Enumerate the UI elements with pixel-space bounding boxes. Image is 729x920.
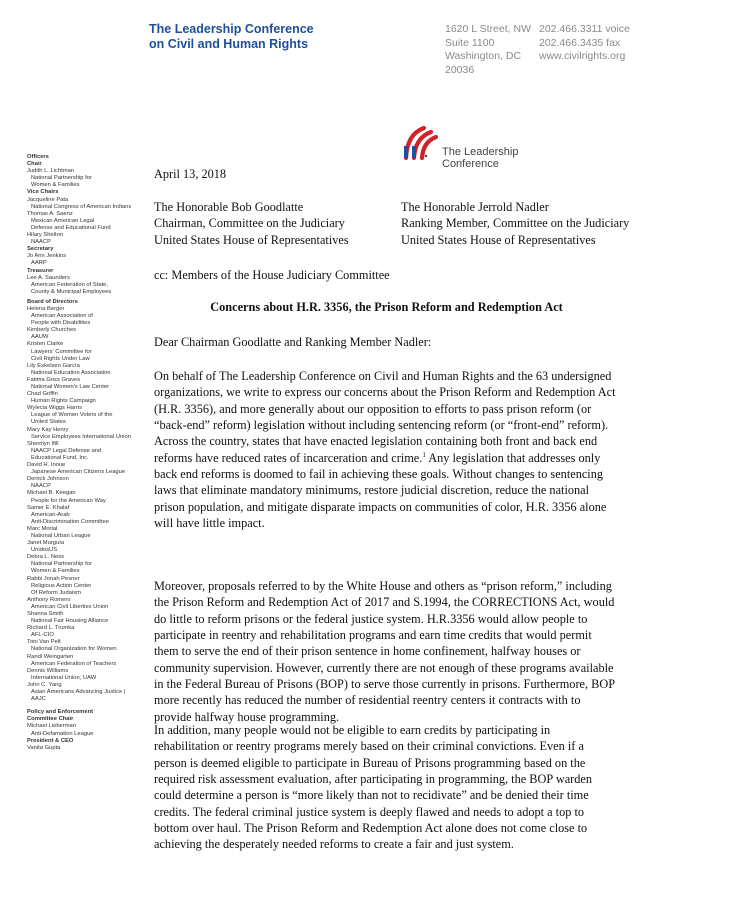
paragraph-line: back end reforms is doomed to fail in achieving these goals. Without changes to sentencing xyxy=(154,467,604,482)
paragraph-line: achieving the desperately needed reforms to create a fair and just system. xyxy=(154,837,514,852)
contact-info xyxy=(539,23,659,64)
member-name: Dennis Williams xyxy=(27,667,69,674)
address-line: 1620 L Street, NW xyxy=(445,23,531,35)
chair-list xyxy=(27,168,147,189)
vice-chair-list xyxy=(27,197,147,247)
member-name: Anthony Romero xyxy=(27,596,71,603)
member-organization: Women & Families xyxy=(31,568,80,575)
member-name: Helena Berger xyxy=(27,305,65,312)
logo-text xyxy=(442,146,518,170)
member-organization: AARP xyxy=(31,260,47,267)
member-name: Debra L. Ness xyxy=(27,554,65,561)
member-organization: Civil Rights Under Law xyxy=(31,355,90,362)
member-organization: People with Disabilities xyxy=(31,320,91,327)
member-name: Toni Van Pelt xyxy=(27,639,61,646)
member-organization: Service Employees International Union xyxy=(31,433,131,440)
member-organization: Human Rights Campaign xyxy=(31,398,96,405)
board-list xyxy=(27,306,147,703)
member-organization: American Federation of State, xyxy=(31,281,109,288)
policy-chair-heading-line2: Committee Chair xyxy=(27,716,74,723)
member-name: John C. Yang xyxy=(27,681,62,688)
logo-arches-icon xyxy=(402,124,442,172)
paragraph-1 xyxy=(154,368,624,531)
member-organization: Lawyers' Committee for xyxy=(31,348,92,355)
cc-line: cc: Members of the House Judiciary Committee xyxy=(154,268,390,282)
paragraph-line: participate in reentry and rehabilitation programs and earn time credits that would permit xyxy=(154,628,592,643)
paragraph-3 xyxy=(154,722,624,853)
member-organization: NAACP xyxy=(31,483,51,490)
member-organization: AAUW xyxy=(31,334,49,341)
officers-sidebar xyxy=(27,154,147,752)
member-organization: National Fair Housing Alliance xyxy=(31,618,109,625)
recipient-left-title: Chairman, Committee on the Judiciary xyxy=(154,216,345,231)
phone-voice: 202.466.3311 voice xyxy=(539,23,630,35)
logo-text-line2: Conference xyxy=(442,158,499,170)
member-organization: International Union, UAW xyxy=(31,674,97,681)
member-organization: Japanese American Citizens League xyxy=(31,469,126,476)
paragraph-line: “back-end” reform) legislation without including sentencing reform (or “front-end” reform). xyxy=(154,418,609,433)
paragraph-line: credits. The federal criminal justice system is deeply flawed and needs to adopt a top to xyxy=(154,804,585,819)
secretary-list xyxy=(27,253,147,267)
member-organization: National Partnership for xyxy=(31,561,92,568)
board-heading: Board of Directors xyxy=(27,298,78,305)
recipient-right-title: Ranking Member, Committee on the Judiciary xyxy=(401,216,630,231)
policy-chair-list xyxy=(27,723,147,737)
member-organization: United States xyxy=(31,419,66,426)
member-organization: National Partnership for xyxy=(31,175,92,182)
president-heading: President & CEO xyxy=(27,737,74,744)
member-organization: Anti-Discrimination Committee xyxy=(31,518,109,525)
paragraph-line-text: Any legislation that addresses only xyxy=(425,450,601,465)
member-organization: American Association of xyxy=(31,313,93,320)
member-organization: National Congress of American Indians xyxy=(31,203,132,210)
treasurer-heading: Treasurer xyxy=(27,267,54,274)
street-address xyxy=(445,23,535,77)
member-name: Derrick Johnson xyxy=(27,476,69,483)
member-organization: AAJC xyxy=(31,696,46,703)
member-name: Janet Murguía xyxy=(27,540,65,547)
member-name: Kristen Clarke xyxy=(27,341,64,348)
member-name: Shanna Smith xyxy=(27,611,64,617)
member-organization: Asian Americans Advancing Justice | xyxy=(31,689,126,696)
paragraph-line: Across the country, states that have enacted legislation containing both front and back end xyxy=(154,434,598,449)
member-name: Richard L. Trumka xyxy=(27,625,75,632)
member-organization: Religious Action Center xyxy=(31,582,92,589)
subject-line: Concerns about H.R. 3356, the Prison Reform and Redemption Act xyxy=(210,300,563,314)
address-line: 20036 xyxy=(445,63,475,76)
member-organization: League of Women Voters of the xyxy=(31,412,113,419)
paragraph-line: bottom over haul. The Prison Reform and Redemption Act alone does not come close to xyxy=(154,821,588,836)
member-organization: Defense and Educational Fund xyxy=(31,224,111,231)
chair-heading: Chair xyxy=(27,161,42,168)
member-organization: NAACP Legal Defense and xyxy=(31,447,102,454)
recipient-right xyxy=(401,199,629,248)
leadership-conference-logo xyxy=(402,124,562,172)
member-name: Rabbi Jonah Pesner xyxy=(27,575,80,582)
paragraph-line: On behalf of The Leadership Conference on Civil and Human Rights and the 63 undersigned xyxy=(154,369,612,383)
member-name: Samer E. Khalaf xyxy=(27,504,70,511)
member-name: Hilary Shelton xyxy=(27,232,64,239)
paragraph-line: laws that eliminate mandatory minimums, restore judicial discretion, reduce the national xyxy=(154,483,590,498)
paragraph-2 xyxy=(154,578,624,725)
recipient-left-body: United States House of Representatives xyxy=(154,232,349,247)
secretary-heading: Secretary xyxy=(27,246,54,253)
member-organization: Anti-Defamation League xyxy=(31,730,94,737)
member-organization: National Women's Law Center xyxy=(31,384,110,390)
member-name: Kimberly Churches xyxy=(27,327,76,334)
member-name: Jacqueline Pata xyxy=(27,196,69,203)
organization-name xyxy=(149,22,389,52)
address-line: Washington, DC xyxy=(445,50,522,62)
member-name: Chad Griffin xyxy=(27,391,58,398)
president-name: Vanita Gupta xyxy=(27,744,61,751)
org-name-line1: The Leadership Conference xyxy=(149,22,314,36)
vice-chairs-heading: Vice Chairs xyxy=(27,189,59,196)
paragraph-line: organizations, we write to express our concerns about the Prison Reform and Redemption Act xyxy=(154,385,616,400)
paragraph-line: will have little impact. xyxy=(154,516,265,531)
phone-fax: 202.466.3435 fax xyxy=(539,36,621,49)
paragraph-line: community supervision. However, currently there are not enough of these programs available xyxy=(154,660,614,675)
member-name: Sherrilyn Ifill xyxy=(27,440,59,447)
member-organization: AFL-CIO xyxy=(31,632,54,639)
paragraph-line-with-footnote xyxy=(154,450,624,466)
treasurer-list xyxy=(27,275,147,296)
paragraph-line: them to serve the end of their prison sentence in home confinement, halfway houses or xyxy=(154,644,581,659)
member-name: Michael Lieberman xyxy=(27,723,76,730)
member-name: Randi Weingarten xyxy=(27,653,74,660)
member-organization: UnidosUS xyxy=(31,547,58,554)
member-organization: National Organization for Women xyxy=(31,646,117,653)
recipient-right-body: United States House of Representatives xyxy=(401,232,596,247)
paragraph-line: (H.R. 3356), and more generally about our opposition to efforts to pass prison reform (or xyxy=(154,401,592,416)
paragraph-line: Moreover, proposals referred to by the White House and others as “prison reform,” including xyxy=(154,579,612,593)
member-name: David H. Inoue xyxy=(27,462,66,469)
salutation: Dear Chairman Goodlatte and Ranking Member Nadler: xyxy=(154,335,432,349)
paragraph-line: In addition, many people would not be eligible to earn credits by participating in xyxy=(154,723,551,737)
member-organization: NAACP xyxy=(31,239,51,246)
member-organization: Of Reform Judaism xyxy=(31,589,81,596)
member-organization: American Civil Liberties Union xyxy=(31,603,109,610)
recipient-left xyxy=(154,199,349,248)
member-organization: Mexican American Legal xyxy=(31,217,95,224)
member-name: Jo Ann Jenkins xyxy=(27,253,66,260)
policy-chair-heading: Policy and Enforcement xyxy=(27,709,94,716)
member-organization: Women & Families xyxy=(31,182,80,189)
paragraph-line: provide halfway house programming. xyxy=(154,709,340,724)
member-name: Judith L. Lichtman xyxy=(27,168,75,175)
member-organization: National Education Association xyxy=(31,369,111,376)
member-name: Lee A. Saunders xyxy=(27,274,70,281)
website-link[interactable]: www.civilrights.org xyxy=(539,50,626,62)
member-name: Michael B. Keegan xyxy=(27,490,76,497)
member-name: Mary Kay Henry xyxy=(27,426,69,433)
paragraph-line: do little to reform prisons or the federal justice system. H.R.3356 would allow people to xyxy=(154,611,588,626)
paragraph-line: the Prison Reform and Redemption Act of 2017 and S.1994, the CORRECTIONS Act, would xyxy=(154,595,615,610)
recipient-right-name: The Honorable Jerrold Nadler xyxy=(401,200,549,214)
member-name: Thomas A. Saenz xyxy=(27,210,73,217)
member-name: Marc Morial xyxy=(27,525,58,532)
member-name: Wylecia Wiggs Harris xyxy=(27,405,83,412)
paragraph-line: required risk assessment evaluation, after participating in programming, the BOP warden xyxy=(154,772,593,787)
logo-text-line1: The Leadership xyxy=(442,146,519,158)
paragraph-line: could determine a person is “more likely than not to recidivate” and be denied their time xyxy=(154,788,589,803)
member-name: Fatima Goss Graves xyxy=(27,376,81,383)
paragraph-line: rehabilitation or reentry programs merely based on their criminal convictions. Even if a xyxy=(154,739,584,754)
member-organization: County & Municipal Employees xyxy=(31,288,112,295)
footnote-marker[interactable]: 1 xyxy=(422,450,426,459)
address-line: Suite 1100 xyxy=(445,36,495,49)
paragraph-line: prison population, and mitigate disparate impacts on communities of color, H.R. 3356 alone xyxy=(154,499,607,514)
member-organization: People for the American Way xyxy=(31,497,106,504)
org-name-line2: on Civil and Human Rights xyxy=(149,37,309,51)
member-organization: Educational Fund, Inc. xyxy=(31,454,89,461)
paragraph-line: more recently has reduced the number of residential reentry centers it contracts with to xyxy=(154,693,581,708)
letter-date: April 13, 2018 xyxy=(154,167,227,181)
officers-heading: Officers xyxy=(27,154,49,160)
recipient-left-name: The Honorable Bob Goodlatte xyxy=(154,200,304,214)
paragraph-line: in the Federal Bureau of Prisons (BOP) to serve those currently in prisons. Furthermore, BOP xyxy=(154,677,616,692)
member-organization: American Federation of Teachers xyxy=(31,660,117,667)
member-organization: American-Arab xyxy=(31,511,70,518)
member-organization: National Urban League xyxy=(31,532,91,539)
member-name: Lily Eskelsen García xyxy=(27,362,80,369)
paragraph-line: person is deemed eligible to participate in Bureau of Prisons programming based on the xyxy=(154,755,586,770)
paragraph-line-text: reforms have reduced rates of incarceration and crime. xyxy=(154,450,423,465)
